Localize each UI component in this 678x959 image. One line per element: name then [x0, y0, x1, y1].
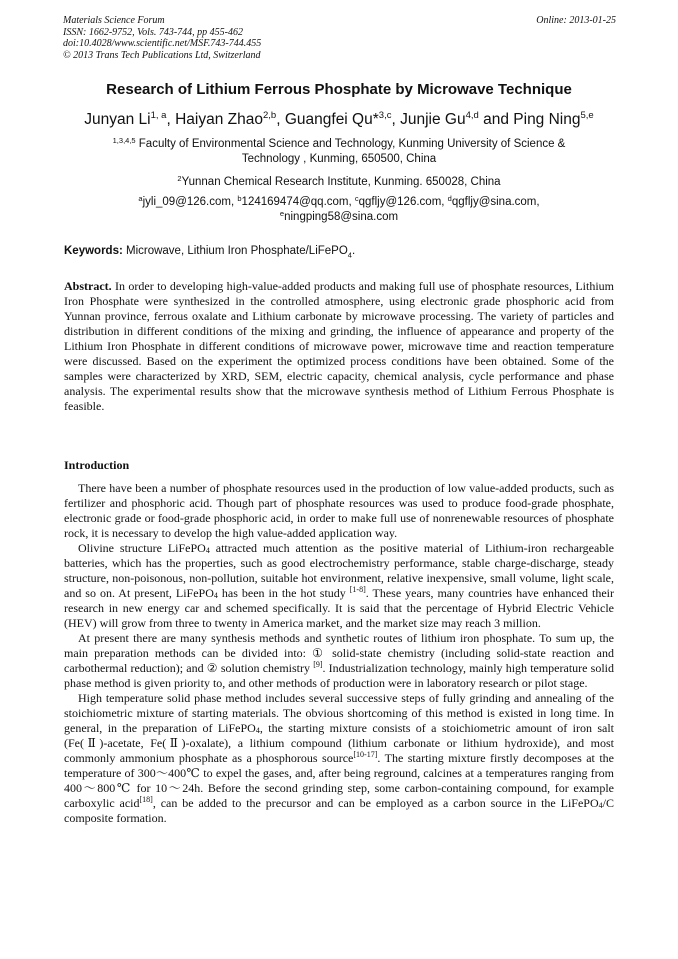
email-sup: e [279, 209, 285, 218]
citation: [10-17] [353, 750, 378, 759]
author-sep: , [166, 111, 176, 128]
email-sup: b [237, 194, 242, 203]
author-sep: and [478, 111, 514, 128]
keywords-end: . [351, 245, 356, 257]
keywords-label: Keywords: [64, 245, 123, 257]
author-emails [60, 195, 618, 225]
paragraph: Olivine structure LiFePO$_4$ attracted much attention as the positive material of Lithium-iron rechargeable batteries, which has the properties, such as good electrochemistry performance, stable charge-discharge, steady structure, non-poisonous, non-pollution, suitable hot environment, relative inexpensive, small volume, light scale, and so on. At present, LiFePO$_4$ has been in the hot study [1-8]. These years, many countries have enhanced their research in new energy car and schemed specifically. It is said that the percentage of Hybrid Electric Vehicle (HEV) will grow from three to twenty in America market, and the market size may reach 3 million. [64, 541, 614, 630]
abstract-label: Abstract. [64, 279, 112, 293]
doi-line: doi:10.4028/www.scientific.net/MSF.743-744.455 [63, 38, 262, 49]
citation: [18] [139, 795, 153, 804]
author-name: Guangfei Qu* [284, 111, 379, 128]
paragraph: There have been a number of phosphate resources used in the production of low value-added products, such as fertilizer and phosphoric acid. Though part of phosphate resources was used to produce food-grade phosphate, electronic grade or food-grade phosphoric acid, in order to make full use of nonrenewable resources of phosphate rock, it is necessary to develop the high value-added application way. [64, 481, 614, 540]
introduction-body [64, 481, 614, 826]
issn-line: ISSN: 1662-9752, Vols. 743-744, pp 455-462 [63, 26, 243, 38]
affil-text: Technology , Kunming, 650500, China [241, 153, 437, 165]
author-affil-sup: 1, a [150, 110, 167, 121]
author-name: Haiyan Zhao [175, 111, 263, 128]
paragraph: High temperature solid phase method includes several successive steps of fully grinding and annealing of the stoichiometric mixture of starting materials. The obvious shortcoming of this method is existed in long time. In general, in the preparation of LiFePO$_4$, the starting mixture consists of a stoichiometric amount of iron salt (Fe(Ⅱ)-acetate, Fe(Ⅱ)-oxalate), a lithium compound (lithium carbonate or lithium hydroxide), and most commonly ammonium phosphate as a phosphorous source[10-17]. The starting mixture firstly decomposes at the temperature of 300～400℃ to expel the gases, and, after being reground, calcines at a temperatures ranging from 400～800℃ for 10～24h. Before the second grinding step, some carbon-containing compound, for example carboxylic acid[18], can be added to the precursor and can be employed as a carbon source in the LiFePO$_4$/C composite formation. [64, 691, 614, 825]
author-affil-sup: 2,b [263, 110, 277, 121]
affiliation-1 [60, 137, 618, 167]
online-date: Online: 2013-01-25 [536, 15, 616, 26]
email-sup: a [138, 194, 143, 203]
email-b: 124169474@qq.com, [241, 196, 355, 208]
email-sup: d [447, 194, 452, 203]
author-affil-sup: 4,d [465, 110, 479, 121]
subscript: 4 [347, 250, 352, 260]
section-heading-introduction: Introduction [64, 458, 130, 472]
copyright-line: © 2013 Trans Tech Publications Ltd, Switzerland [63, 49, 261, 61]
journal-name: Materials Science Forum [63, 15, 165, 26]
author-sep: , [276, 111, 285, 128]
author-affil-sup: 3,c [378, 110, 392, 121]
affil-text: Yunnan Chemical Research Institute, Kunming. 650028, China [181, 176, 501, 188]
affil-text: Faculty of Environmental Science and Technology, Kunming University of Science & [135, 138, 566, 150]
email-a: jyli_09@126.com, [142, 196, 238, 208]
email-sup: c [354, 194, 359, 203]
affiliation-2 [60, 175, 618, 190]
citation: [9] [313, 660, 323, 669]
journal-header [63, 15, 261, 61]
email-e: ningping58@sina.com [284, 211, 399, 223]
citation: [1-8] [349, 585, 366, 594]
author-affil-sup: 5,e [580, 110, 594, 121]
email-d: qgfljy@sina.com, [451, 196, 540, 208]
abstract [64, 279, 614, 414]
affil-sup: 2 [177, 174, 182, 183]
author-name: Junyan Li [84, 111, 151, 128]
author-name: Ping Ning [513, 111, 581, 128]
author-list [0, 111, 678, 129]
paper-title: Research of Lithium Ferrous Phosphate by Microwave Technique [106, 81, 572, 98]
affil-sup: 1,3,4,5 [112, 136, 136, 145]
author-sep: , [391, 111, 401, 128]
keywords [64, 245, 355, 259]
abstract-text: In order to developing high-value-added products and making full use of phosphate resources, Lithium Iron Phosphate were synthesized in the controlled atmosphere, using electronic grade phosphoric acid from Yunnan province, ferrous oxalate and Lithium carbonate by microwave processing. The variety of particles and distribution in different conditions of the mixing and grinding, the influence of appearance and property of the Lithium Iron Phosphate in different conditions of microwave power, microwave time and reaction temperature were discussed. Based on the experiment the optimized process conditions have been obtained. Some of the samples were characterized by XRD, SEM, electric capacity, chemical analysis, cycle performance and phase analysis. The experimental results show that the microwave synthesis method of Lithium Ferrous Phosphate is feasible. [64, 279, 614, 413]
email-c: qgfljy@126.com, [358, 196, 448, 208]
paragraph: At present there are many synthesis methods and synthetic routes of lithium iron phosphate. To sum up, the main preparation methods can be divided into: ① solid-state chemistry (including solid-state reaction and carbothermal reduction); and ② solution chemistry [9]. Industrialization technology, mainly high temperature solid phase method is given priority to, and other methods of production were in laboratory research or pilot stage. [64, 631, 614, 690]
author-name: Junjie Gu [400, 111, 466, 128]
keywords-text: Microwave, Lithium Iron Phosphate/LiFePO [122, 245, 348, 257]
